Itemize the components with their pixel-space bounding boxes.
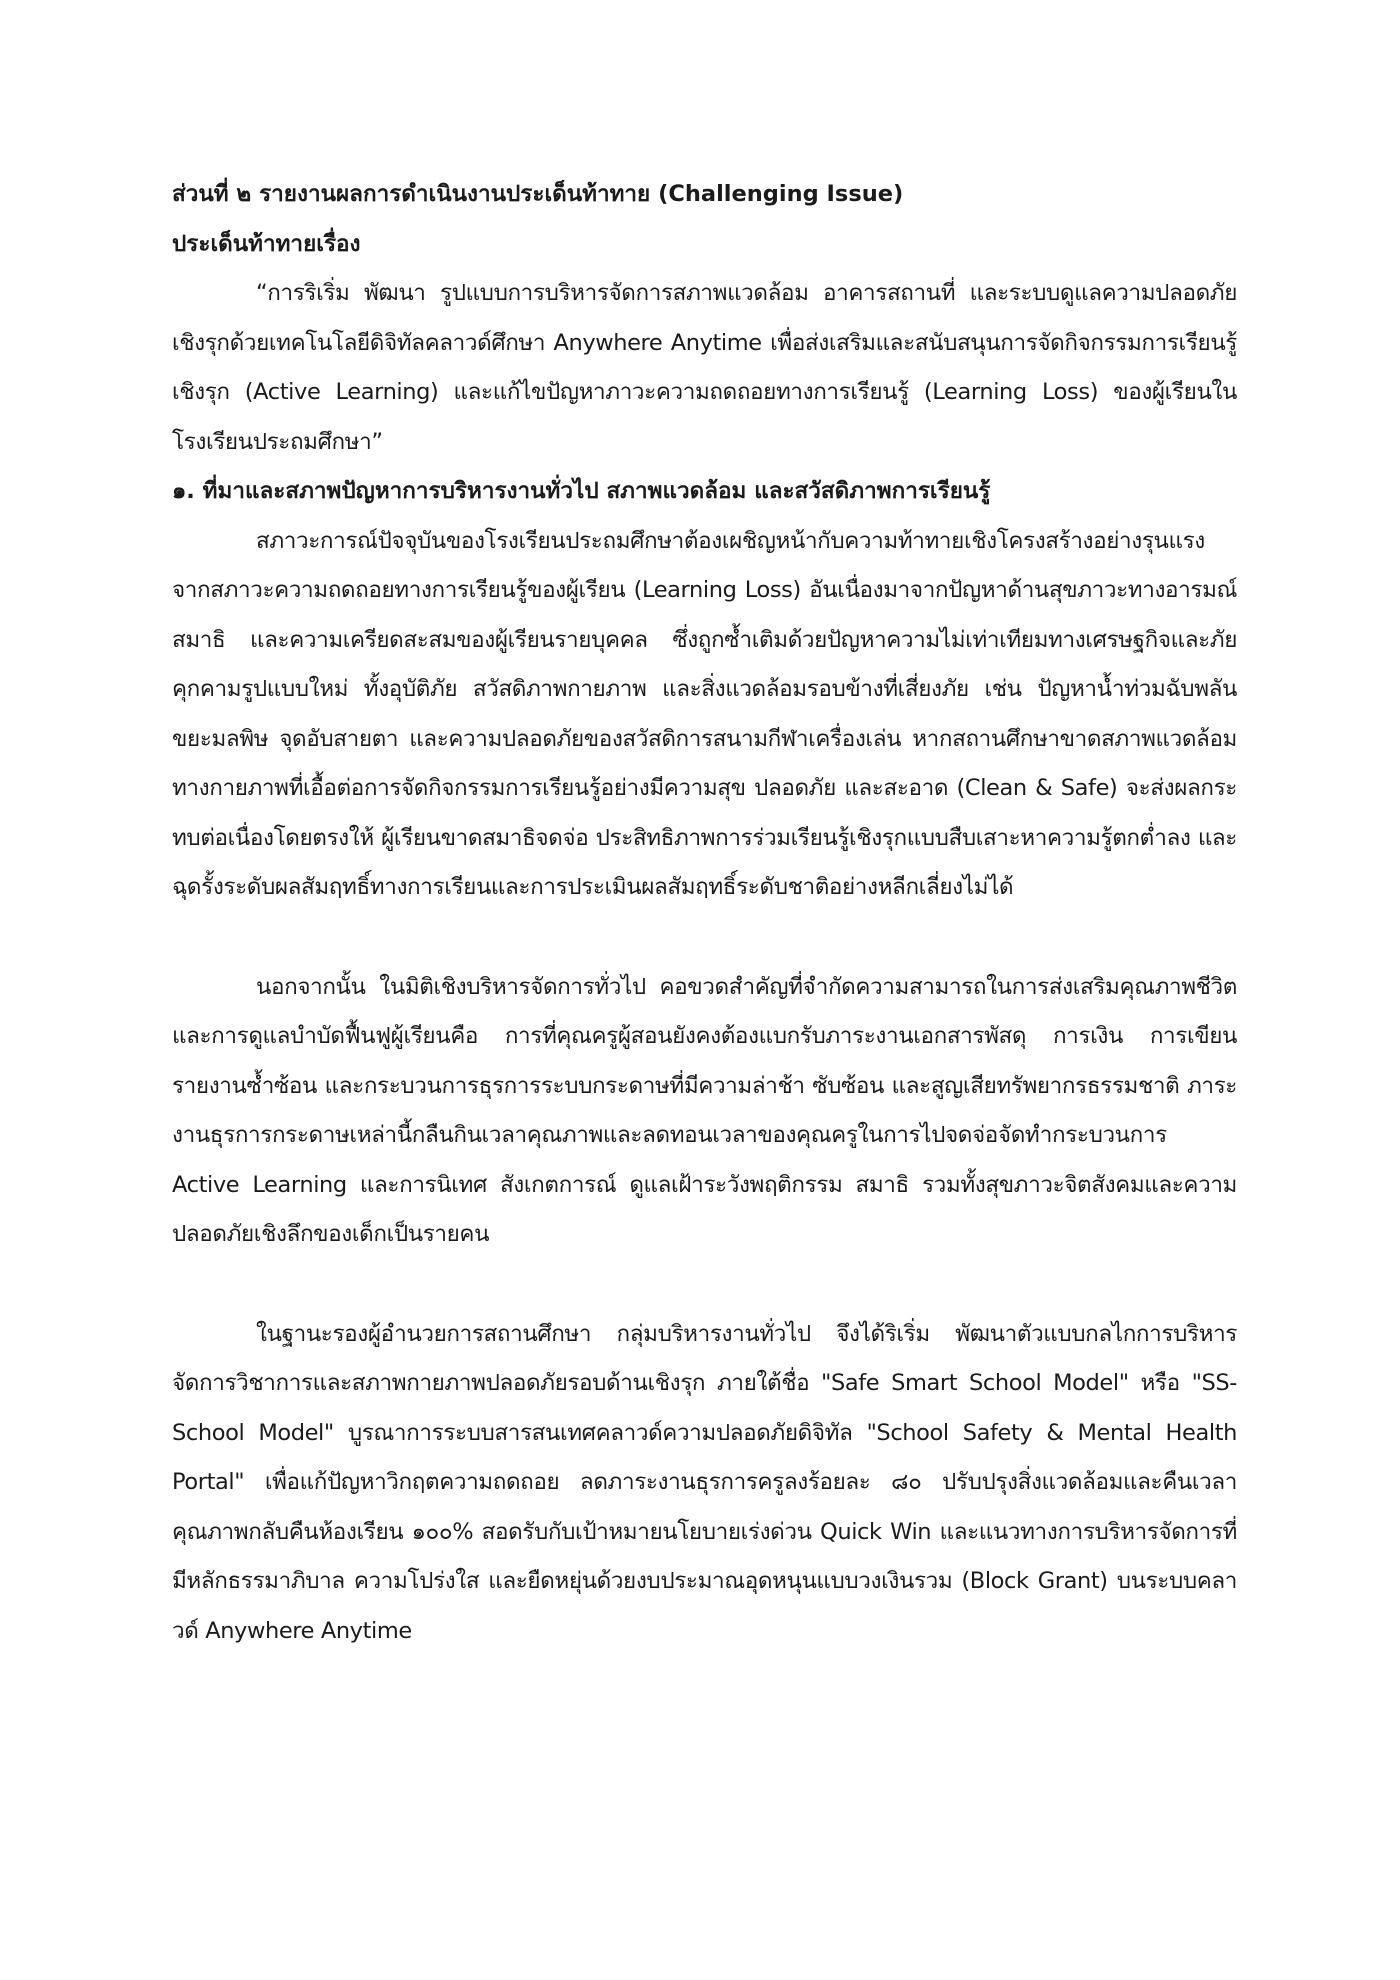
- issue-label: ประเด็นท้าทายเรื่อง: [172, 230, 361, 257]
- issue-text: “การริเริ่ม พัฒนา รูปแบบการบริหารจัดการสภาพแวดล้อม อาคารสถานที่ และระบบดูแลความปลอดภัยเชิงรุกด้วยเทคโนโลยีดิจิทัลคลาวด์ศึกษา Anywhere Anytime เพื่อส่งเสริมและสนับสนุนการจัดกิจกรรมการเรียนรู้เชิงรุก (Active Learning) และแก้ไขปัญหาภาวะความถดถอยทางการเรียนรู้ (Learning Loss) ของผู้เรียนในโรงเรียนประถมศึกษา”: [172, 280, 1237, 455]
- paragraph-gap: [172, 913, 1237, 963]
- paragraph-background: สภาวะการณ์ปัจจุบันของโรงเรียนประถมศึกษาต้องเผชิญหน้ากับความท้าทายเชิงโครงสร้างอย่างรุนแรงจากสภาวะความถดถอยทางการเรียนรู้ของผู้เรียน (Learning Loss) อันเนื่องมาจากปัญหาด้านสุขภาวะทางอารมณ์ สมาธิ และความเครียดสะสมของผู้เรียนรายบุคคล ซึ่งถูกซ้ำเติมด้วยปัญหาความไม่เท่าเทียมทางเศรษฐกิจและภัยคุกคามรูปแบบใหม่ ทั้งอุบัติภัย สวัสดิภาพกายภาพ และสิ่งแวดล้อมรอบข้างที่เสี่ยงภัย เช่น ปัญหาน้ำท่วมฉับพลัน ขยะมลพิษ จุดอับสายตา และความปลอดภัยของสวัสดิการสนามกีฬาเครื่องเล่น หากสถานศึกษาขาดสภาพแวดล้อมทางกายภาพที่เอื้อต่อการจัดกิจกรรมการเรียนรู้อย่างมีความสุข ปลอดภัย และสะอาด (Clean & Safe) จะส่งผลกระทบต่อเนื่องโดยตรงให้ ผู้เรียนขาดสมาธิจดจ่อ ประสิทธิภาพการร่วมเรียนรู้เชิงรุกแบบสืบเสาะหาความรู้ตกต่ำลง และฉุดรั้งระดับผลสัมฤทธิ์ทางการเรียนและการประเมินผลสัมฤทธิ์ระดับชาติอย่างหลีกเลี่ยงไม่ได้: [172, 527, 1237, 900]
- document-page: [172, 170, 1237, 1656]
- paragraph-gap: [172, 1260, 1237, 1310]
- paragraph-model: ในฐานะรองผู้อำนวยการสถานศึกษา กลุ่มบริหารงานทั่วไป จึงได้ริเริ่ม พัฒนาตัวแบบกลไกการบริหารจัดการวิชาการและสภาพกายภาพปลอดภัยรอบด้านเชิงรุก ภายใต้ชื่อ "Safe Smart School Model" หรือ "SS-School Model" บูรณาการระบบสารสนเทศคลาวด์ความปลอดภัยดิจิทัล "School Safety & Mental Health Portal" เพื่อแก้ปัญหาวิกฤตความถดถอย ลดภาระงานธุรการครูลงร้อยละ ๘๐ ปรับปรุงสิ่งแวดล้อมและคืนเวลาคุณภาพกลับคืนห้องเรียน ๑๐๐% สอดรับกับเป้าหมายนโยบายเร่งด่วน Quick Win และแนวทางการบริหารจัดการที่มีหลักธรรมาภิบาล ความโปร่งใส และยืดหยุ่นด้วยงบประมาณอุดหนุนแบบวงเงินรวม (Block Grant) บนระบบคลาวด์ Anywhere Anytime: [172, 1320, 1237, 1644]
- section-title: ส่วนที่ ๒ รายงานผลการดำเนินงานประเด็นท้าทาย (Challenging Issue): [172, 181, 904, 207]
- paragraph-admin-bottleneck: นอกจากนั้น ในมิติเชิงบริหารจัดการทั่วไป คอขวดสำคัญที่จำกัดความสามารถในการส่งเสริมคุณภาพชีวิตและการดูแลบำบัดฟื้นฟูผู้เรียนคือ การที่คุณครูผู้สอนยังคงต้องแบกรับภาระงานเอกสารพัสดุ การเงิน การเขียนรายงานซ้ำซ้อน และกระบวนการธุรการระบบกระดาษที่มีความล่าช้า ซับซ้อน และสูญเสียทรัพยากรธรรมชาติ ภาระงานธุรการกระดาษเหล่านี้กลืนกินเวลาคุณภาพและลดทอนเวลาของคุณครูในการไปจดจ่อจัดทำกระบวนการ Active Learning และการนิเทศ สังเกตการณ์ ดูแลเฝ้าระวังพฤติกรรม สมาธิ รวมทั้งสุขภาวะจิตสังคมและความปลอดภัยเชิงลึกของเด็กเป็นรายคน: [172, 973, 1237, 1247]
- topic1-heading: ๑. ที่มาและสภาพปัญหาการบริหารงานทั่วไป สภาพแวดล้อม และสวัสดิภาพการเรียนรู้: [172, 478, 991, 504]
